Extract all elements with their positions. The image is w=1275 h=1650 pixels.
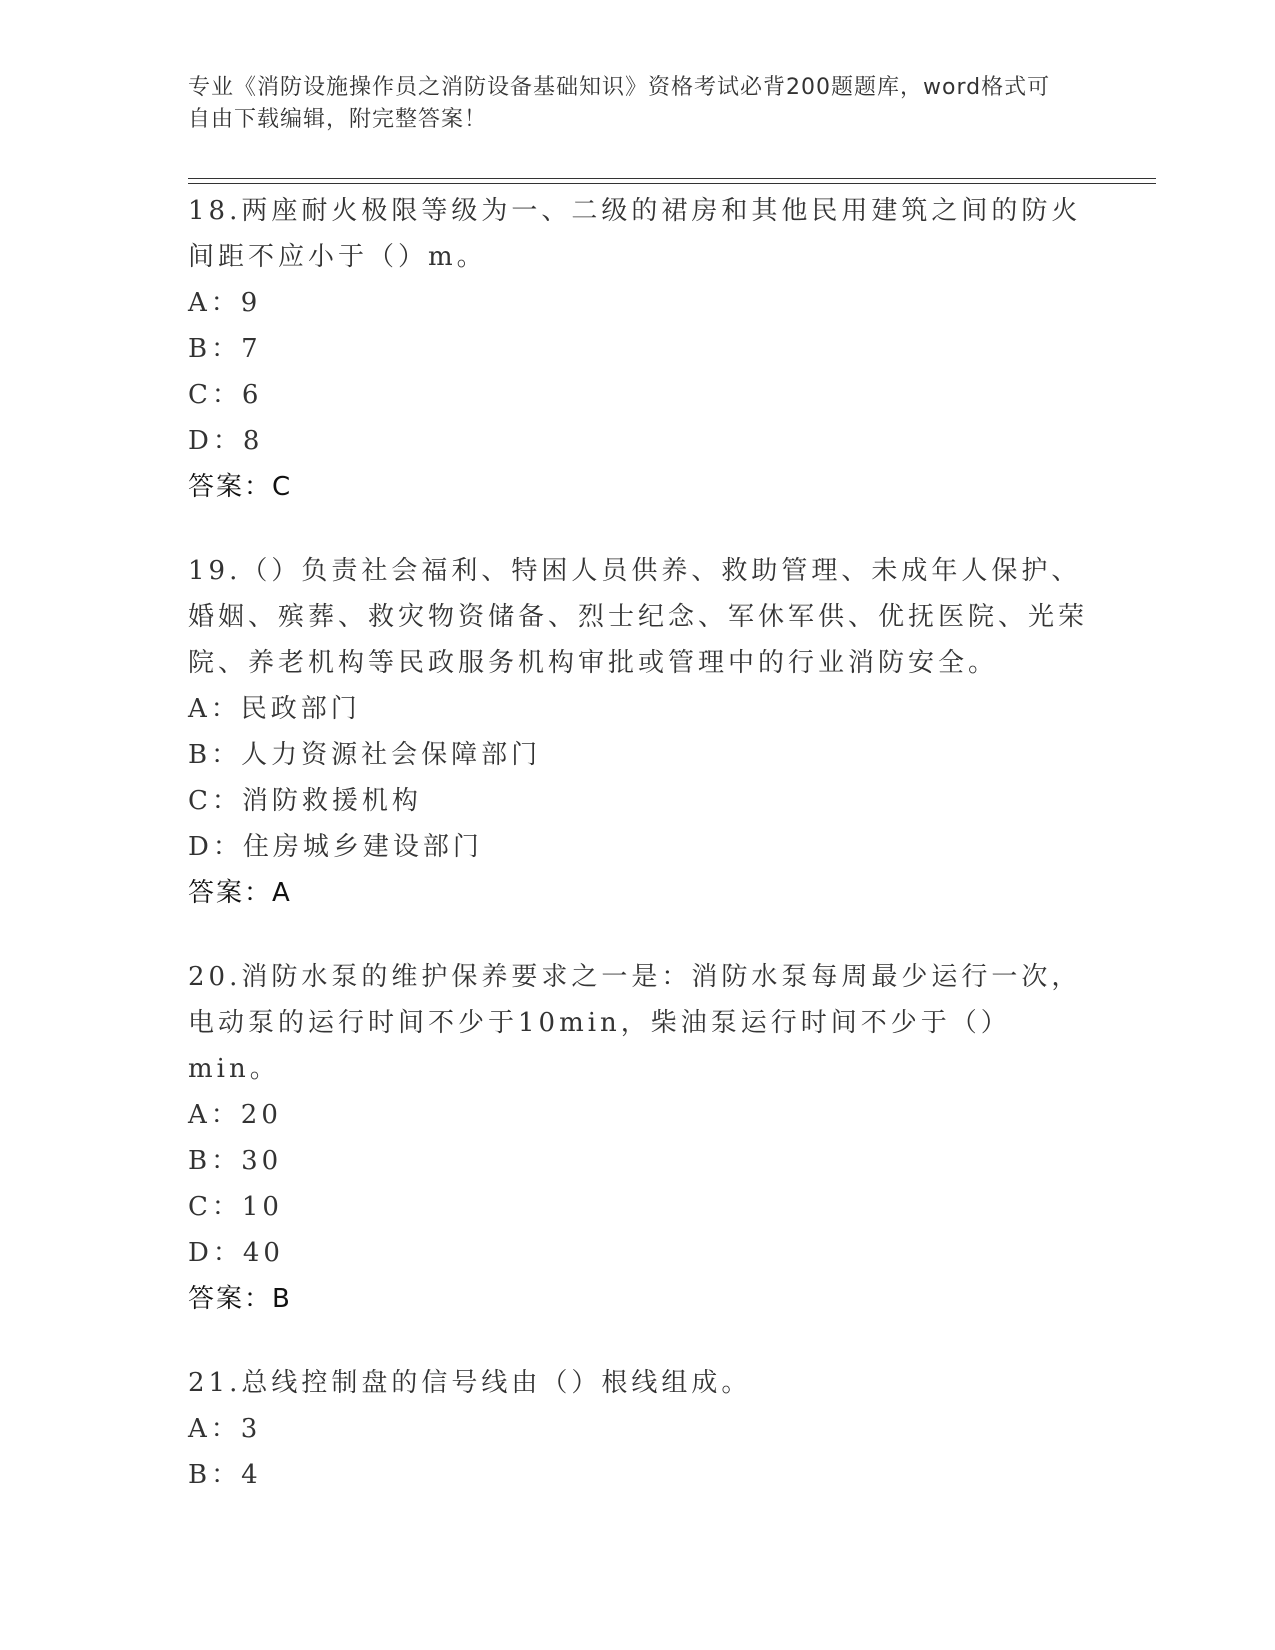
option-b: B：30 xyxy=(188,1146,283,1176)
answer: 答案：A xyxy=(188,878,292,908)
option-c: C：6 xyxy=(188,380,263,410)
option-a: A：20 xyxy=(188,1100,282,1130)
question-stem: 20.消防水泵的维护保养要求之一是：消防水泵每周最少运行一次，电动泵的运行时间不少于10min，柴油泵运行时间不少于（）min。 xyxy=(188,962,1082,1084)
option-d: D：住房城乡建设部门 xyxy=(188,832,483,862)
header-rule-bottom xyxy=(188,183,1156,184)
question-stem: 19.（）负责社会福利、特困人员供养、救助管理、未成年人保护、婚姻、殡葬、救灾物资储备、烈士纪念、军休军供、优抚医院、光荣院、养老机构等民政服务机构审批或管理中的行业消防安全。 xyxy=(188,556,1089,678)
document-header: 专业《消防设施操作员之消防设备基础知识》资格考试必背200题题库，word格式可自由下载编辑，附完整答案！ xyxy=(188,75,1051,132)
question-21 xyxy=(188,1360,1088,1498)
option-a: A：9 xyxy=(188,288,262,318)
answer: 答案：C xyxy=(188,472,293,502)
question-18 xyxy=(188,188,1088,510)
answer: 答案：B xyxy=(188,1284,292,1314)
question-19 xyxy=(188,548,1088,916)
option-b: B：人力资源社会保障部门 xyxy=(188,740,542,770)
option-a: A：民政部门 xyxy=(188,694,361,724)
option-b: B：7 xyxy=(188,334,262,364)
header-rule-top xyxy=(188,178,1156,179)
option-b: B：4 xyxy=(188,1460,262,1490)
option-c: C：消防救援机构 xyxy=(188,786,422,816)
option-c: C：10 xyxy=(188,1192,283,1222)
question-list xyxy=(188,188,1088,1536)
option-d: D：8 xyxy=(188,426,264,456)
option-d: D：40 xyxy=(188,1238,284,1268)
question-20 xyxy=(188,954,1088,1322)
option-a: A：3 xyxy=(188,1414,262,1444)
question-stem: 18.两座耐火极限等级为一、二级的裙房和其他民用建筑之间的防火间距不应小于（）m。 xyxy=(188,196,1082,272)
question-stem: 21.总线控制盘的信号线由（）根线组成。 xyxy=(188,1368,752,1398)
